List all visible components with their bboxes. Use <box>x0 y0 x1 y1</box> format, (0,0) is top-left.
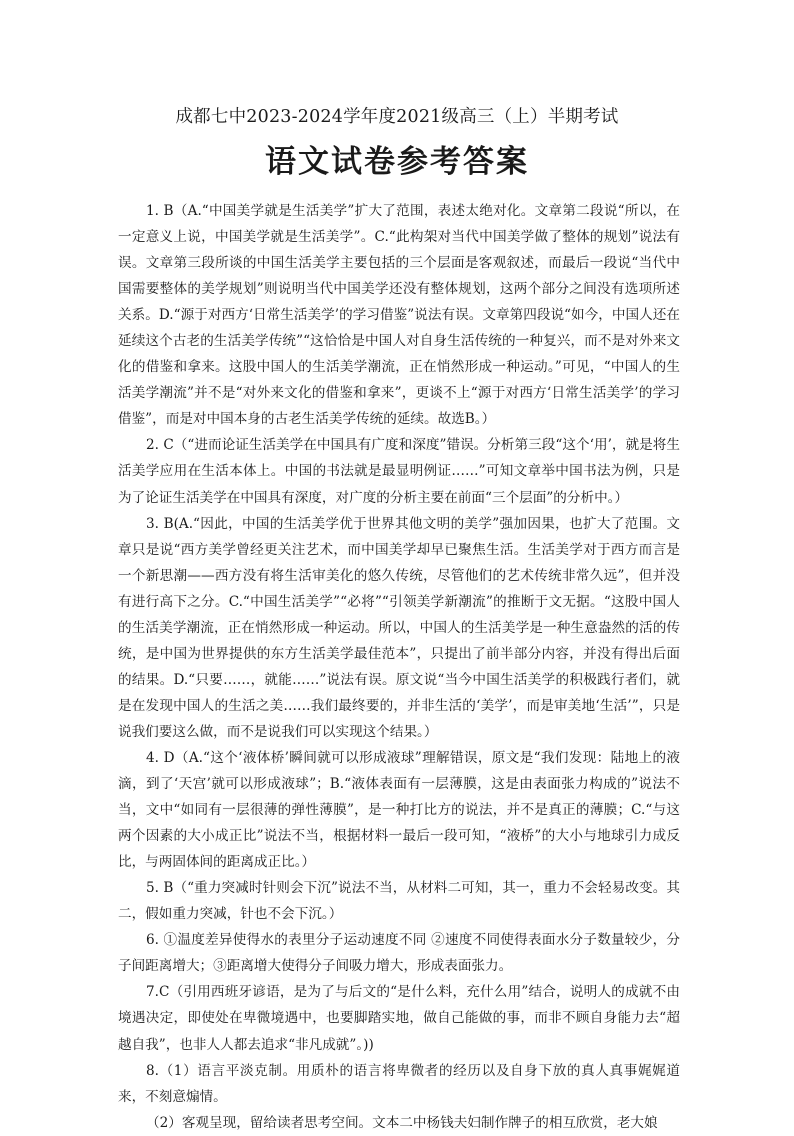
answer-paragraph: 5. B（“重力突减时针则会下沉”说法不当，从材料二可知，其一，重力不会轻易改变。其二，假如重力突减，针也不会下沉。） <box>118 880 680 923</box>
answer-paragraph: 7.C（引用西班牙谚语，是为了与后文的“是什么料，充什么用”结合，说明人的成就不由境遇决定，即使处在卑微境遇中，也要脚踏实地，做自己能做的事，而非不顾自身能力去“超越自我”，也非人人都去追求“非凡成就”。)) <box>118 984 680 1053</box>
answer-paragraph: （2）客观呈现，留给读者思考空间。文本二中杨钱夫妇制作牌子的相互欣赏，老大娘 <box>146 1114 658 1131</box>
answer-paragraph: 6. ①温度差异使得水的表里分子运动速度不同 ②速度不同使得表面水分子数量较少，分子间距离增大；③距离增大使得分子间吸力增大，形成表面张力。 <box>118 932 680 975</box>
answer-paragraph: 2. C（“进而论证生活美学在中国具有广度和深度”错误。分析第三段“这个‘用’，就是将生活美学应用在生活本体上。中国的书法就是最显明例证……”可知文章举中国书法为例，只是为了论证生活美学在中国具有深度，对广度的分析主要在前面“三个层面”的分析中。） <box>118 437 680 506</box>
answer-paragraph: 3. B(A.“因此，中国的生活美学优于世界其他文明的美学”强加因果，也扩大了范围。文章只是说“西方美学曾经更关注艺术，而中国美学却早已聚焦生活。生活美学对于西方而言是一个新思潮——西方没有将生活审美化的悠久传统，尽管他们的艺术传统非常久远”，但并没有进行高下之分。C.“中国生活美学”“必将”“引领美学新潮流”的推断于文无据。“这股中国人的生活美学潮流，正在悄然形成一种运动。所以，中国人的生活美学是一种生意盎然的活的传统，是中国为世界提供的东方生活美学最佳范本”，只提出了前半部分内容，并没有得出后面的结果。D.“只要……，就能……”说法有误。原文说“当今中国生活美学的积极践行者们，就是在发现中国人的生活之美……我们最终要的，并非生活的‘美学’，而是审美地‘生活’”，只是说我们要这么做，而不是说我们可以实现这个结果。） <box>118 515 680 740</box>
exam-subtitle: 成都七中2023-2024学年度2021级高三（上）半期考试 <box>175 107 619 127</box>
answer-paragraph: 4. D（A.“这个‘液体桥’瞬间就可以形成液球”理解错误，原文是“我们发现：陆地上的液滴，到了‘天宫’就可以形成液球”；B.“液体表面有一层薄膜，这是由表面张力构成的”说法不当，文中“如同有一层很薄的弹性薄膜”，是一种打比方的说法，并不是真正的薄膜；C.“与这两个因素的大小成正比”说法不当，根据材料一最后一段可知，“液桥”的大小与地球引力成反比，与两固体间的距离成正比。） <box>118 749 680 871</box>
answer-paragraph: 1. B（A.“中国美学就是生活美学”扩大了范围，表述太绝对化。文章第二段说“所以，在一定意义上说，中国美学就是生活美学”。C.“此构架对当代中国美学做了整体的规划”说法有误。文章第三段所谈的中国生活美学主要包括的三个层面是客观叙述，而最后一段说“当代中国需要整体的美学规划”则说明当代中国美学还没有整体规划，这两个部分之间没有选项所述关系。D.“源于对西方‘日常生活美学’的学习借鉴”说法有误。文章第四段说“如今，中国人还在延续这个古老的生活美学传统”“这恰恰是中国人对自身生活传统的一种复兴，而不是对外来文化的借鉴和拿来。这股中国人的生活美学潮流，正在悄然形成一种运动。”可见，“中国人的生活美学潮流”并不是“对外来文化的借鉴和拿来”，更谈不上“源于对西方‘日常生活美学’的学习借鉴”，而是对中国本身的古老生活美学传统的延续。故选B。） <box>118 203 680 428</box>
answer-paragraph: 8.（1）语言平淡克制。用质朴的语言将卑微者的经历以及自身下放的真人真事娓娓道来，不刻意煽情。 <box>118 1062 680 1105</box>
answer-body <box>118 198 680 1136</box>
page-title: 语文试卷参考答案 <box>265 144 529 180</box>
